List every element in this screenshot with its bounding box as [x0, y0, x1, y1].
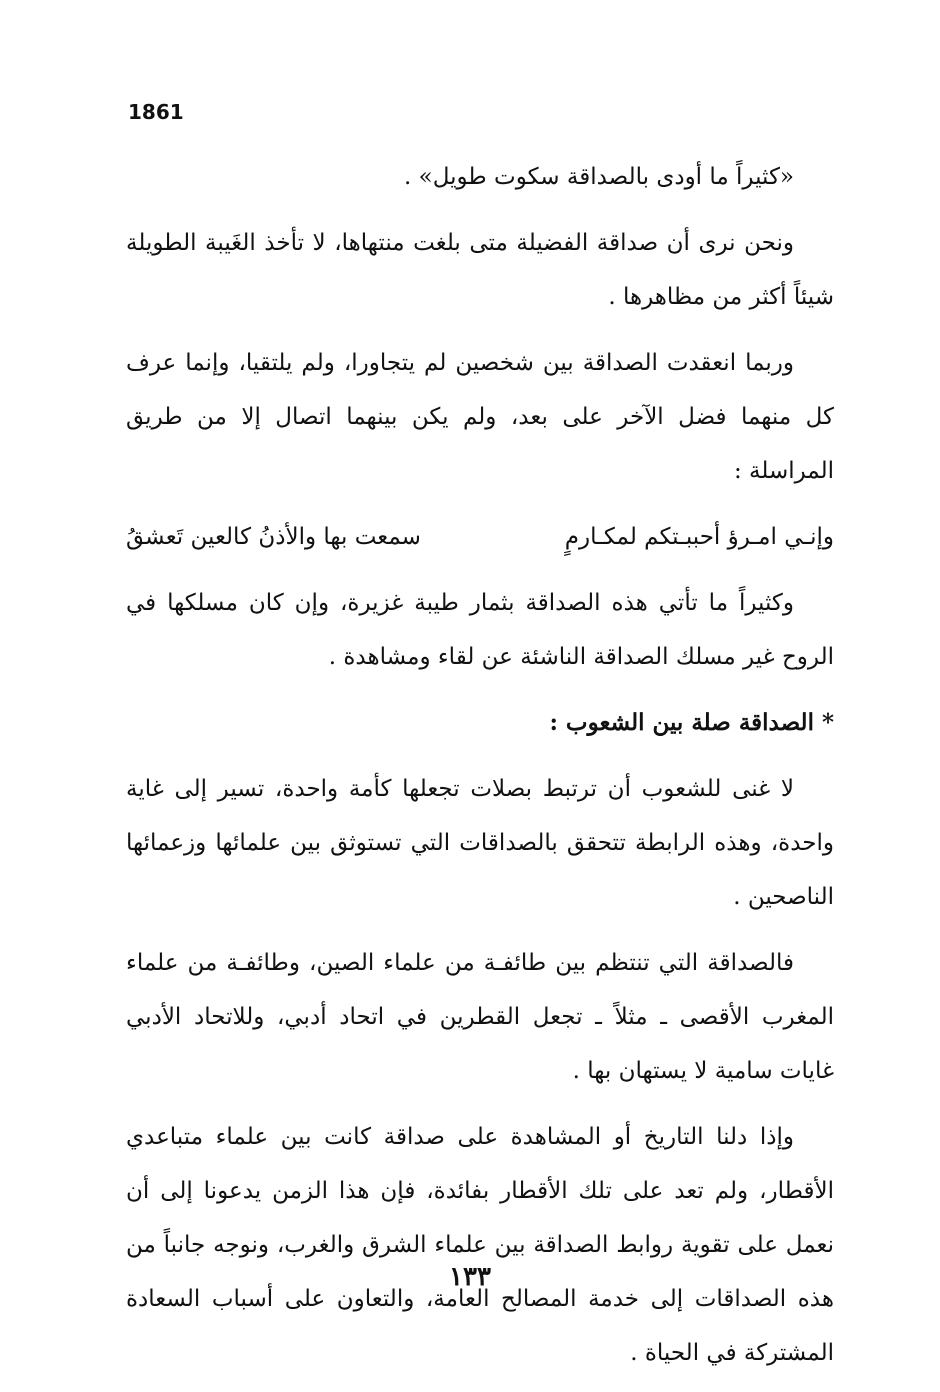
paragraph: وإذا دلنا التاريخ أو المشاهدة على صداقة كانت بين علماء متباعدي الأقطار، ولم تعد على تلك الأقطار بفائدة، فإن هذا الزمن يدعونا إلى أن نعمل على تقوية روابط الصداقة بين علماء الشرق والغرب، ونوجه جانباً من هذه الصداقات إلى خدمة المصالح العامة، والتعاون على أسباب السعادة المشتركة في الحياة .: [126, 1124, 834, 1366]
paragraph: وربما انعقدت الصداقة بين شخصين لم يتجاورا، ولم يلتقيا، وإنما عرف كل منهما فضل الآخر على بعد، ولم يكن بينهما اتصال إلا من طريق المراسلة :: [126, 350, 834, 484]
paragraph: ونحن نرى أن صداقة الفضيلة متى بلغت منتهاها، لا تأخذ الغَيبة الطويلة شيئاً أكثر من مظاهرها .: [126, 230, 834, 310]
paragraph: وكثيراً ما تأتي هذه الصداقة بثمار طيبة غزيرة، وإن كان مسلكها في الروح غير مسلك الصداقة الناشئة عن لقاء ومشاهدة .: [126, 590, 834, 670]
verse-second-hemistich: سمعت بها والأذنُ كالعين تَعشقُ: [126, 524, 421, 550]
paragraph: لا غنى للشعوب أن ترتبط بصلات تجعلها كأمة واحدة، تسير إلى غاية واحدة، وهذه الرابطة تتحقق بالصداقات التي تستوثق بين علمائها وزعمائها الناصحين .: [126, 776, 834, 910]
section-heading: * الصداقة صلة بين الشعوب :: [549, 709, 834, 736]
page-body: [126, 150, 834, 1392]
paragraph: فالصداقة التي تنتظم بين طائفـة من علماء الصين، وطائفـة من علماء المغرب الأقصى ـ مثلاً ـ تجعل القطرين في اتحاد أدبي، وللاتحاد الأدبي غايات سامية لا يستهان بها .: [126, 950, 834, 1084]
verse-first-hemistich: وإنـي امـرؤ أحببـتكم لمكـارمٍ: [564, 524, 834, 550]
page-id-label: 1861: [128, 100, 184, 124]
poetry-verse: [126, 510, 834, 564]
page-number: ١٣٣: [449, 1262, 491, 1292]
paragraph-quote: «كثيراً ما أودى بالصداقة سكوت طويل» .: [404, 164, 794, 190]
